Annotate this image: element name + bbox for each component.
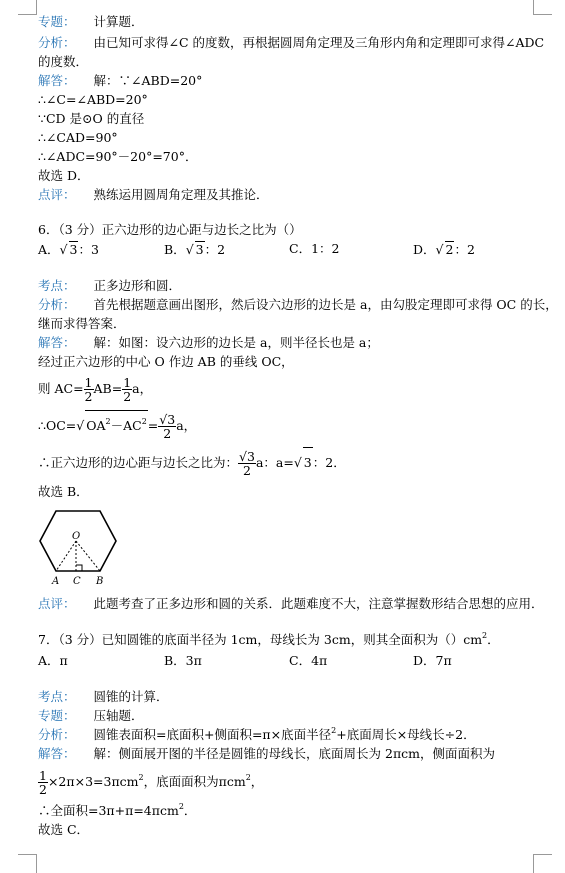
q6-oc-line: ∴OC=√ $OA^2-AC^2=$ $\frac{√3}{2}$ a， (38, 412, 197, 441)
step-text: ∵CD 是⊙O 的直径 (38, 111, 145, 126)
analysis-label: 分析： (38, 727, 76, 742)
q7-step-2: ∴全面积=3π+π=4πcm$^2$． (38, 802, 197, 818)
corner-mark-bl (18, 854, 37, 873)
fraction-sqrt3-over-2 (158, 413, 176, 440)
choice-text: 故选 D． (38, 168, 90, 183)
choice-text: 故选 C． (38, 822, 90, 837)
step-text: ∴OC= (38, 418, 77, 433)
analysis-text: 首先根据题意画出图形，然后设六边形的边长是 a，由勾股定理即可求得 OC 的长， (93, 297, 558, 312)
question-stem: 7．（3 分）已知圆锥的底面半径为 1cm，母线长为 3cm，则其全面积为（）cm (38, 632, 483, 647)
fraction-denominator: 2 (123, 389, 132, 404)
fraction-denominator: 2 (84, 389, 93, 404)
radical-oc: $OA^2-AC^2$ (85, 410, 148, 441)
option-text: C．4π (289, 653, 328, 668)
q6-ac-line (38, 374, 152, 404)
q7-choice (38, 822, 89, 838)
step-text: a， (132, 381, 153, 396)
analysis-text-cont: +底面周长×母线长÷2． (336, 727, 476, 742)
step-text: ∴∠C=∠ABD=20° (38, 92, 148, 107)
solution-text: 解：如图：设六边形的边长是 a，则半径长也是 a； (93, 335, 379, 350)
q7-stem: 7．（3 分）已知圆锥的底面半径为 1cm，母线长为 3cm，则其全面积为$()cm^2$． (38, 631, 500, 647)
question-stem: 6．（3 分）正六边形的边心距与边长之比为（） (38, 222, 302, 237)
analysis-label: 分析： (38, 297, 76, 312)
q6-option-b[interactable]: B．√ 3：2 (164, 242, 226, 257)
q5-step-1 (38, 92, 148, 108)
solution-label: 解答： (38, 73, 76, 88)
step-text: ×2π×3=3πcm (47, 774, 139, 789)
analysis-text: 由已知可求得∠C 的度数，再根据圆周角定理及三角形内角和定理即可求得∠ADC (93, 35, 545, 50)
q7-topic-line (38, 708, 144, 724)
q7-option-d[interactable] (413, 653, 452, 669)
fraction-half (38, 769, 48, 796)
option-text: ：3 (78, 242, 99, 257)
solution-label: 解答： (38, 746, 76, 761)
option-text: ：2 (454, 242, 475, 257)
radicand: 3 (195, 242, 204, 257)
comment-text: 熟练运用圆周角定理及其推论． (93, 187, 269, 202)
step-text: ，底面面积为πcm (143, 774, 246, 789)
point-label: 考点： (38, 278, 76, 293)
q7-step-1: $\frac{1}{2}$ ×2π×3=3πcm$^2$，底面面积为πcm$^2$， (39, 768, 264, 797)
solution-label: 解答： (38, 335, 76, 350)
solution-text: 解：侧面展开图的半径是圆锥的母线长，底面周长为 2πcm，侧面面积为 (93, 746, 496, 761)
fraction-denominator: 2 (163, 426, 172, 441)
corner-mark-tl (18, 0, 37, 15)
q6-choice (38, 484, 89, 500)
q6-analysis-line (38, 297, 558, 313)
fraction-denominator: 2 (39, 782, 47, 797)
point-label: 考点： (38, 689, 76, 704)
radicand-term: OA (86, 418, 106, 433)
fraction-numerator: √3 (239, 449, 255, 464)
analysis-label: 分析： (38, 35, 76, 50)
fraction-denominator: 2 (243, 463, 251, 478)
q5-analysis-line (38, 35, 544, 51)
q7-solution-line (38, 746, 495, 762)
q5-step-3 (38, 130, 118, 146)
q7-option-c[interactable] (289, 653, 327, 669)
analysis-text-cont: 继而求得答案． (38, 316, 126, 331)
label-o: O (72, 531, 81, 542)
q7-point-line (38, 689, 169, 705)
fraction-half (84, 376, 94, 403)
option-text: A．π (38, 653, 68, 668)
step-text: 则 AC= (38, 381, 84, 396)
solution-text: 解：∵∠ABD=20° (93, 73, 203, 88)
topic-label: 专题： (38, 708, 76, 723)
radicand: 3 (69, 242, 78, 257)
label-a: A (52, 576, 60, 587)
q5-comment-line (38, 187, 269, 203)
q7-option-b[interactable] (164, 653, 202, 669)
label-c: C (73, 576, 81, 587)
step-text: AB= (93, 381, 123, 396)
option-label: D． (413, 242, 436, 257)
fraction-numerator: 1 (123, 375, 132, 390)
q5-topic-line (38, 14, 144, 30)
topic-text: 计算题． (93, 14, 144, 29)
q6-option-a[interactable]: A．√ 3：3 (38, 242, 99, 257)
point-text: 圆锥的计算． (93, 689, 169, 704)
q5-step-4 (38, 149, 197, 165)
step-text: ∴正六边形的边心距与边长之比为： (38, 455, 239, 470)
q6-ratio-line: ∴正六边形的边心距与边长之比为： $\frac{√3}{2}$ a：a=√ 3：2． (38, 449, 346, 478)
option-text: ：2 (204, 242, 226, 257)
right-angle-mark (76, 565, 82, 571)
comment-label: 点评： (38, 596, 76, 611)
radius-oa (56, 541, 76, 571)
q6-comment-line (38, 596, 544, 612)
radius-ob (76, 541, 100, 571)
step-text: ∴全面积=3π+π=4πcm (38, 803, 179, 818)
q6-stem (38, 222, 302, 238)
option-text: D．7π (413, 653, 452, 668)
analysis-text: 圆锥表面积=底面积+侧面积=π×底面半径 (93, 727, 332, 742)
q6-point-line (38, 278, 181, 294)
corner-mark-tr (533, 0, 552, 15)
fraction-numerator: √3 (159, 412, 176, 427)
option-text: C．1：2 (289, 241, 340, 256)
option-label: B． (164, 242, 186, 257)
option-text: B．3π (164, 653, 202, 668)
q6-option-d[interactable]: D．√ 2：2 (413, 242, 475, 257)
q6-step-1 (38, 354, 294, 370)
q5-solution-line (38, 73, 202, 89)
q7-option-a[interactable] (38, 653, 68, 669)
step-text: a， (176, 418, 197, 433)
point-text: 正多边形和圆． (93, 278, 182, 293)
radicand: 2 (445, 242, 454, 257)
choice-text: 故选 B． (38, 484, 89, 499)
fraction-half (122, 376, 132, 403)
step-text: 经过正六边形的中心 O 作边 AB 的垂线 OC， (38, 354, 294, 369)
q6-option-c[interactable] (289, 241, 339, 257)
topic-label: 专题： (38, 14, 76, 29)
comment-text: 此题考查了正多边形和圆的关系．此题难度不大，注意掌握数形结合思想的应用． (93, 596, 544, 611)
step-text: = (147, 418, 159, 433)
corner-mark-br (533, 854, 552, 873)
q6-solution-line (38, 335, 379, 351)
radicand-term: －AC (110, 418, 142, 433)
analysis-text-cont: 的度数． (38, 54, 89, 69)
fraction-sqrt3-over-2 (238, 450, 256, 477)
q5-step-2 (38, 111, 144, 127)
comment-label: 点评： (38, 187, 76, 202)
step-text: ∴∠ADC=90°－20°=70°． (38, 149, 198, 164)
fraction-numerator: 1 (84, 375, 93, 390)
q7-analysis-line: 分析： 圆锥表面积=底面积+侧面积=π×底面半径$^2$+底面周长×母线长÷2． (38, 726, 476, 742)
q6-analysis-line-2 (38, 316, 126, 332)
step-text: ：2． (312, 455, 346, 470)
q5-analysis-line-2 (38, 54, 88, 70)
fraction-numerator: 1 (39, 768, 47, 783)
step-text: ∴∠CAD=90° (38, 130, 118, 145)
option-label: A． (38, 242, 60, 257)
step-text: a：a= (255, 455, 294, 470)
topic-text: 压轴题． (93, 708, 144, 723)
label-b: B (96, 576, 104, 587)
hexagon-figure (36, 505, 120, 589)
q5-choice (38, 168, 90, 184)
radicand: 3 (303, 447, 313, 478)
